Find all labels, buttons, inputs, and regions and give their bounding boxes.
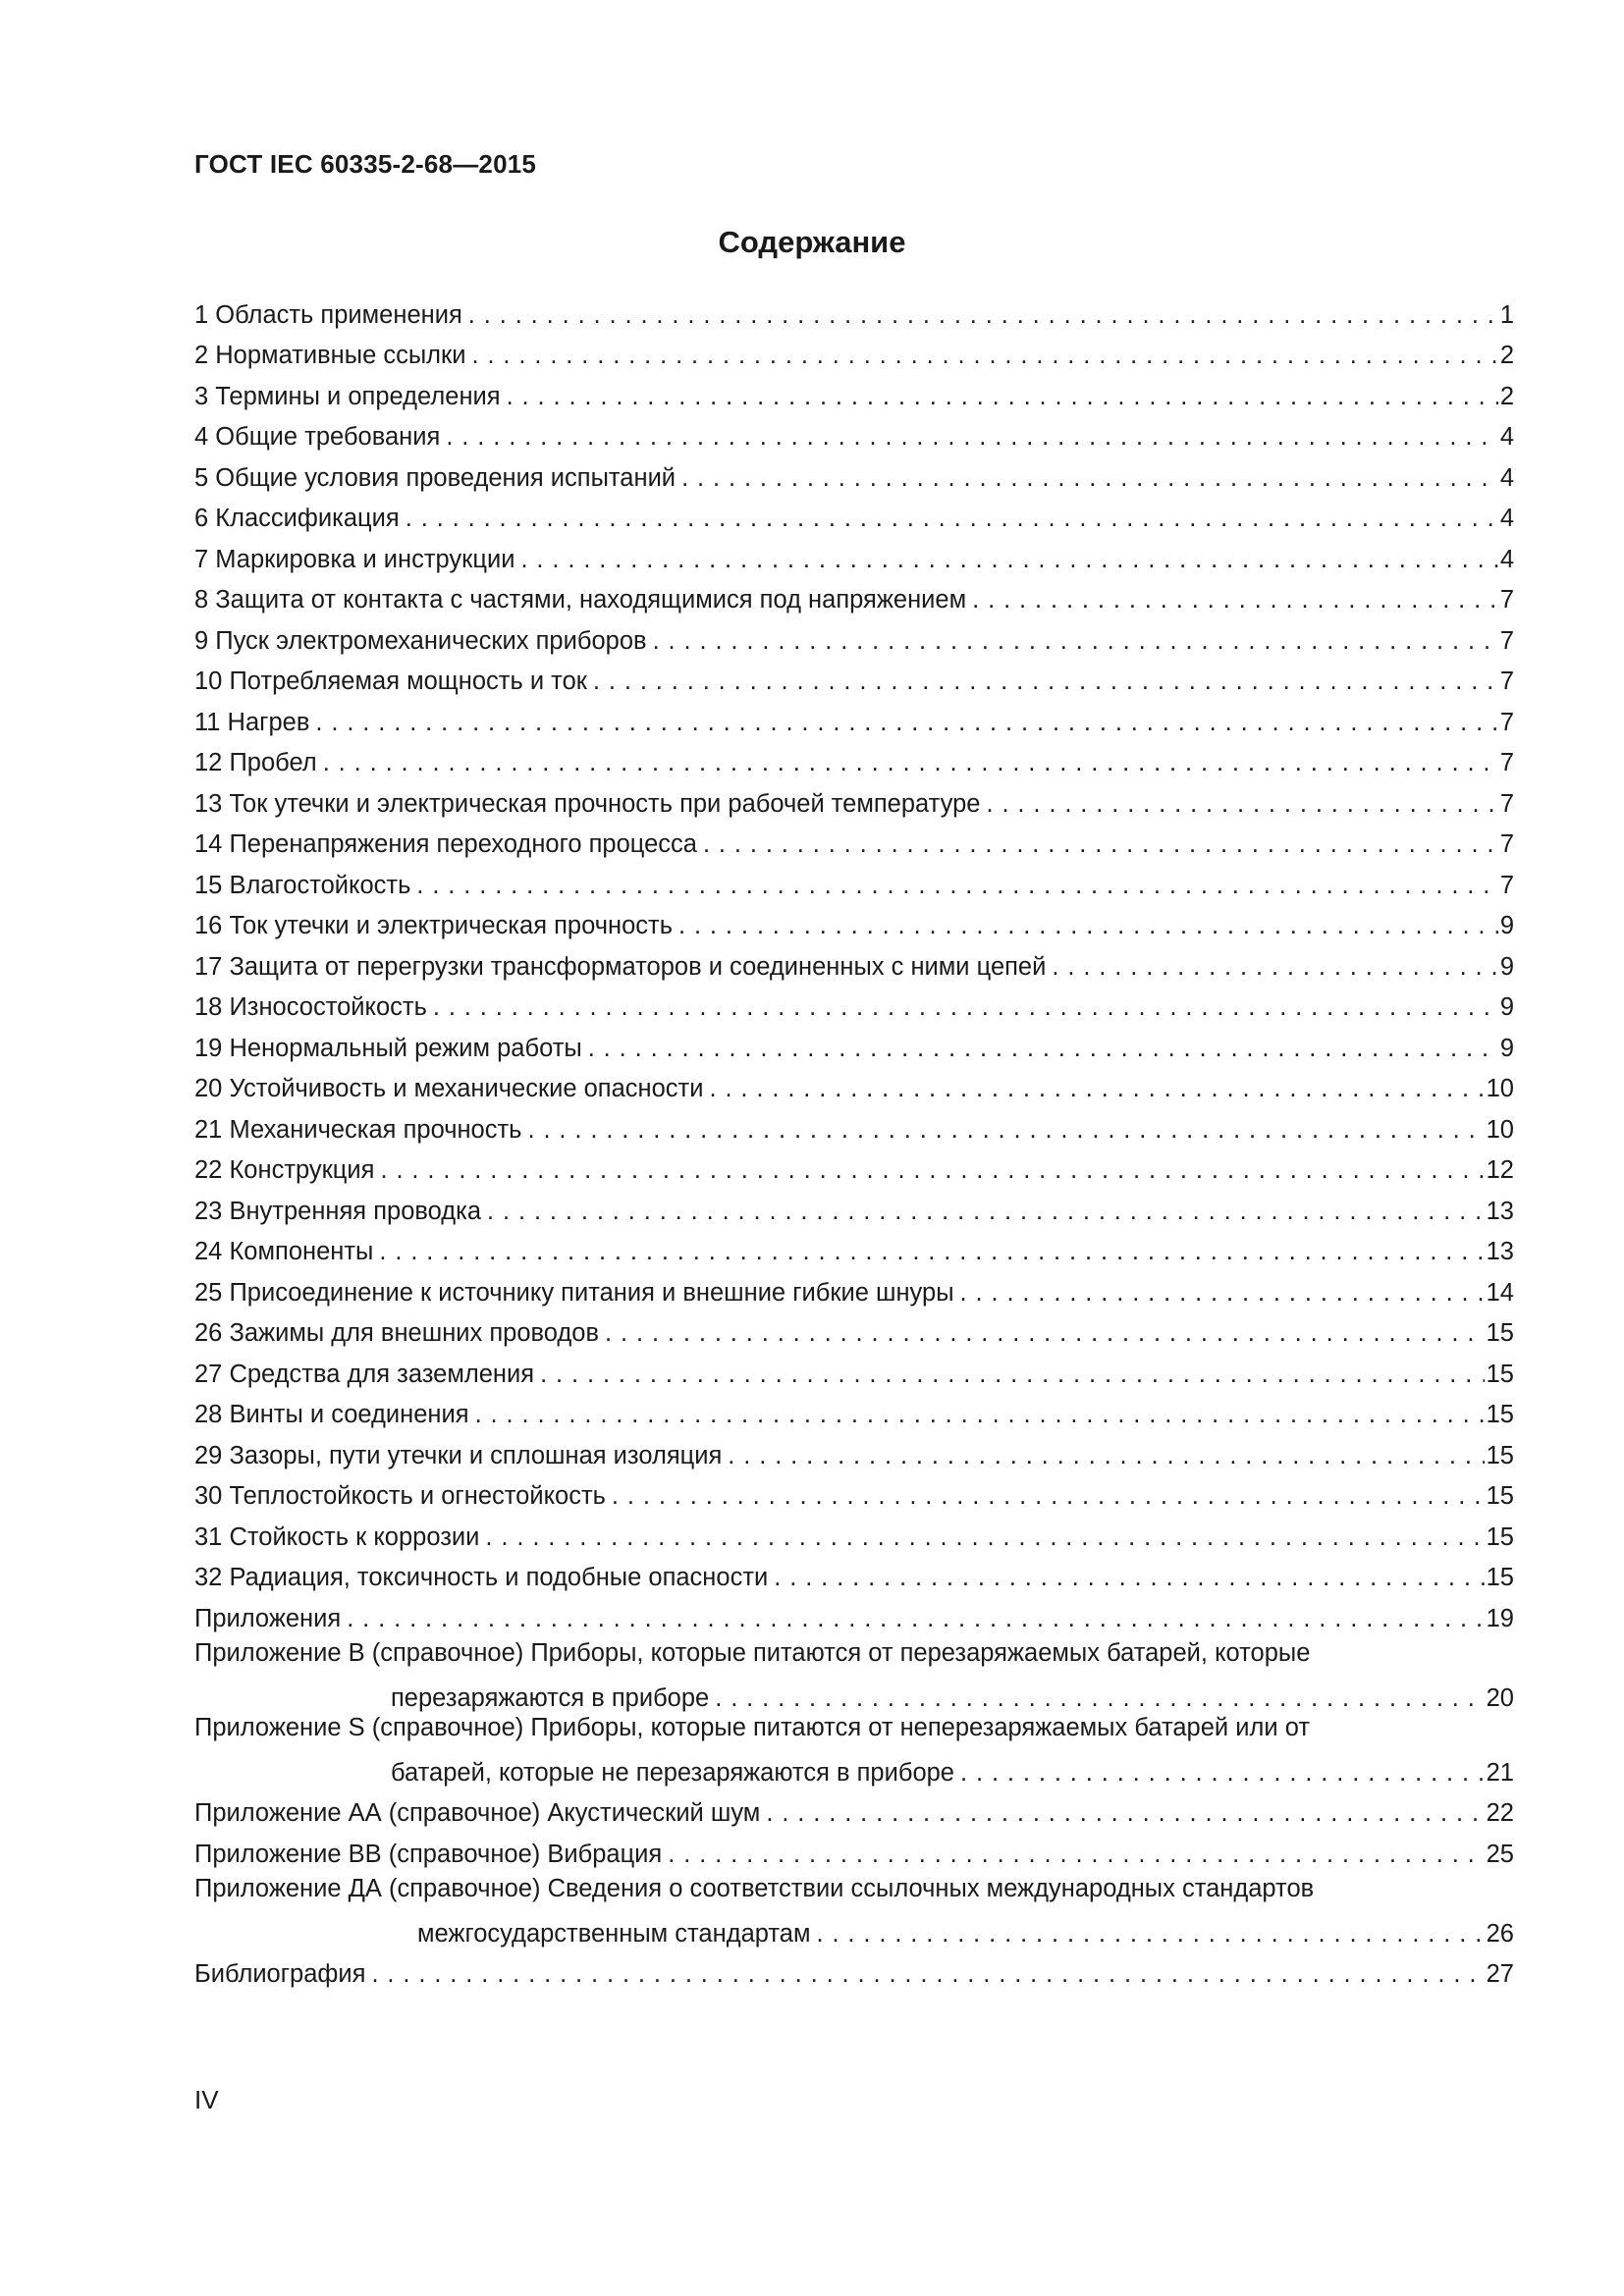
- toc-entry-page: 15: [1486, 1441, 1514, 1469]
- toc-entry-page: 27: [1486, 1960, 1514, 1988]
- toc-annex-entry[interactable]: [194, 1828, 1514, 1869]
- dot-leader: [709, 1683, 1484, 1713]
- toc-entry-page: 14: [1486, 1278, 1514, 1307]
- toc-entry[interactable]: [194, 737, 1514, 778]
- toc-entry[interactable]: [194, 1266, 1514, 1308]
- toc-entry-page: 4: [1499, 545, 1514, 573]
- toc-entry-label: Приложение ВВ (справочное) Вибрация: [194, 1840, 663, 1868]
- toc-entry-label: 24 Компоненты: [194, 1238, 374, 1265]
- dot-leader: [374, 1155, 1484, 1185]
- toc-entry-label: 1 Область применения: [194, 300, 462, 329]
- toc-entry-label: 31 Стойкость к коррозии: [194, 1522, 480, 1551]
- toc-entry-label: Приложение S (справочное) Приборы, которые питаются от неперезаряжаемых батарей или от: [194, 1713, 1311, 1741]
- dot-leader: [760, 1798, 1484, 1828]
- toc-entry-label: 17 Защита от перегрузки трансформаторов и соединенных с ними цепей: [194, 952, 1047, 981]
- toc-entry-label: Приложения: [194, 1604, 342, 1632]
- toc-entry-label-continuation: перезаряжаются в приборе: [391, 1683, 710, 1712]
- toc-entry-page: 7: [1499, 789, 1514, 818]
- dot-leader: [722, 1441, 1484, 1470]
- toc-entry-label: 16 Ток утечки и электрическая прочность: [194, 912, 673, 939]
- toc-entry-label: 5 Общие условия проведения испытаний: [194, 463, 677, 492]
- toc-entry-label: 11 Нагрев: [194, 708, 310, 736]
- toc-entry[interactable]: [194, 1226, 1514, 1267]
- dot-leader: [462, 300, 1498, 330]
- toc-entry-label: 13 Ток утечки и электрическая прочность при рабочей температуре: [194, 789, 981, 818]
- toc-entry-page: 7: [1499, 708, 1514, 736]
- toc-entry-page: 19: [1486, 1604, 1514, 1632]
- toc-entry[interactable]: [194, 1592, 1514, 1633]
- toc-entry[interactable]: [194, 452, 1514, 493]
- toc-entry-label: Библиография: [194, 1960, 366, 1988]
- toc-entry-page: 20: [1486, 1683, 1514, 1712]
- toc-entry-page: 2: [1499, 382, 1514, 410]
- toc-entry-page: 4: [1499, 463, 1514, 492]
- toc-entry-label: 19 Ненормальный режим работы: [194, 1034, 582, 1062]
- toc-entry-bibliography[interactable]: [194, 1949, 1514, 1990]
- dot-leader: [317, 748, 1498, 777]
- toc-entry[interactable]: [194, 533, 1514, 574]
- toc-entry-page: 7: [1499, 871, 1514, 899]
- toc-entry-label: 7 Маркировка и инструкции: [194, 545, 515, 573]
- dot-leader: [980, 789, 1497, 819]
- toc-entry[interactable]: [194, 900, 1514, 941]
- dot-leader: [1046, 952, 1497, 982]
- toc-entry-page: 25: [1486, 1840, 1514, 1868]
- dot-leader: [966, 585, 1498, 614]
- dot-leader: [768, 1563, 1484, 1592]
- toc-entry[interactable]: [194, 574, 1514, 615]
- dot-leader: [606, 1481, 1485, 1511]
- toc-entry[interactable]: [194, 1185, 1514, 1226]
- toc-entry-page: 13: [1486, 1197, 1514, 1225]
- table-of-contents: [194, 289, 1514, 1989]
- standard-designation: ГОСТ IEC 60335-2-68—2015: [194, 149, 537, 179]
- toc-entry-page: 15: [1486, 1360, 1514, 1388]
- toc-entry-page: 9: [1499, 1034, 1514, 1062]
- toc-entry-page: 15: [1486, 1522, 1514, 1551]
- toc-entry[interactable]: [194, 330, 1514, 371]
- toc-entry-label: Приложение ДА (справочное) Сведения о соответствии ссылочных международных стандартов: [194, 1874, 1315, 1902]
- toc-entry-label: 2 Нормативные ссылки: [194, 342, 466, 369]
- toc-entry[interactable]: [194, 1470, 1514, 1512]
- toc-entry-page: 2: [1499, 342, 1514, 369]
- toc-entry-label: 8 Защита от контакта с частями, находящимися под напряжением: [194, 586, 967, 614]
- toc-entry-label: 27 Средства для заземления: [194, 1360, 535, 1388]
- toc-entry[interactable]: [194, 1308, 1514, 1349]
- toc-entry-label: Приложение АА (справочное) Акустический шум: [194, 1799, 761, 1827]
- dot-leader: [647, 626, 1498, 656]
- dot-leader: [410, 871, 1497, 900]
- toc-entry[interactable]: [194, 1103, 1514, 1145]
- dot-leader: [521, 1115, 1484, 1145]
- toc-entry-label-continuation: батарей, которые не перезаряжаются в приборе: [391, 1758, 954, 1787]
- toc-entry[interactable]: [194, 614, 1514, 656]
- toc-annex-entry[interactable]: [194, 1874, 1514, 1949]
- dot-leader: [365, 1959, 1484, 1989]
- dot-leader: [427, 992, 1498, 1022]
- toc-entry-label: 26 Зажимы для внешних проводов: [194, 1319, 600, 1347]
- toc-entry-page: 15: [1486, 1564, 1514, 1591]
- dot-leader: [469, 1400, 1485, 1429]
- toc-annex-entry[interactable]: [194, 1713, 1514, 1788]
- toc-entry-label: 32 Радиация, токсичность и подобные опасности: [194, 1564, 769, 1591]
- dot-leader: [954, 1278, 1485, 1308]
- toc-entry-page: 7: [1499, 667, 1514, 695]
- toc-entry[interactable]: [194, 656, 1514, 697]
- dot-leader: [440, 422, 1497, 452]
- toc-entry-label: 9 Пуск электромеханических приборов: [194, 626, 647, 655]
- dot-leader: [599, 1318, 1485, 1348]
- toc-entry-page: 7: [1499, 586, 1514, 614]
- toc-entry[interactable]: [194, 940, 1514, 982]
- dot-leader: [703, 1074, 1484, 1103]
- toc-entry-label: 29 Зазоры, пути утечки и сплошная изоляция: [194, 1441, 723, 1469]
- dot-leader: [954, 1758, 1485, 1788]
- toc-entry[interactable]: [194, 1552, 1514, 1593]
- toc-entry-label: 6 Классификация: [194, 505, 400, 532]
- dot-leader: [465, 341, 1497, 370]
- toc-entry-label-continuation: межгосударственным стандартам: [417, 1919, 811, 1948]
- toc-entry-page: 4: [1499, 505, 1514, 532]
- toc-entry[interactable]: [194, 1511, 1514, 1552]
- toc-entry-page: 10: [1486, 1115, 1514, 1144]
- toc-entry[interactable]: [194, 819, 1514, 860]
- toc-entry[interactable]: [194, 411, 1514, 453]
- toc-entry-label: 18 Износостойкость: [194, 993, 427, 1021]
- toc-entry-page: 9: [1499, 952, 1514, 981]
- dot-leader: [676, 463, 1498, 493]
- toc-entry[interactable]: [194, 370, 1514, 411]
- toc-entry-label: 28 Винты и соединения: [194, 1401, 469, 1428]
- dot-leader: [582, 1034, 1498, 1063]
- dot-leader: [373, 1237, 1484, 1266]
- dot-leader: [810, 1919, 1484, 1949]
- toc-entry-page: 22: [1486, 1799, 1514, 1827]
- toc-entry-label: 10 Потребляемая мощность и ток: [194, 667, 587, 695]
- page-number: IV: [194, 2085, 219, 2114]
- toc-entry-page: 1: [1499, 300, 1514, 329]
- toc-entry[interactable]: [194, 859, 1514, 900]
- dot-leader: [697, 829, 1498, 859]
- toc-entry-page: 15: [1486, 1401, 1514, 1428]
- dot-leader: [479, 1522, 1484, 1552]
- toc-entry[interactable]: [194, 1145, 1514, 1186]
- toc-entry-label: 4 Общие требования: [194, 423, 441, 451]
- toc-entry-page: 13: [1486, 1238, 1514, 1265]
- toc-title: Содержание: [718, 225, 906, 259]
- toc-entry[interactable]: [194, 1063, 1514, 1104]
- toc-entry[interactable]: [194, 696, 1514, 737]
- toc-entry-label: 22 Конструкция: [194, 1156, 375, 1184]
- dot-leader: [534, 1360, 1485, 1389]
- toc-entry[interactable]: [194, 1022, 1514, 1063]
- toc-entry-label: 21 Механическая прочность: [194, 1115, 522, 1144]
- dot-leader: [400, 504, 1498, 533]
- toc-entry-page: 9: [1499, 993, 1514, 1021]
- dot-leader: [662, 1840, 1484, 1869]
- toc-entry-page: 7: [1499, 749, 1514, 776]
- toc-entry[interactable]: [194, 982, 1514, 1023]
- toc-entry-label: 30 Теплостойкость и огнестойкость: [194, 1482, 606, 1510]
- dot-leader: [514, 545, 1497, 574]
- dot-leader: [341, 1604, 1484, 1633]
- toc-entry[interactable]: [194, 1348, 1514, 1389]
- toc-entry-page: 7: [1499, 626, 1514, 655]
- toc-entry-label: 14 Перенапряжения переходного процесса: [194, 830, 697, 858]
- dot-leader: [501, 382, 1498, 411]
- toc-entry-page: 10: [1486, 1075, 1514, 1102]
- toc-entry-page: 12: [1486, 1156, 1514, 1184]
- toc-annex-entry[interactable]: [194, 1788, 1514, 1829]
- toc-annex-entry[interactable]: [194, 1638, 1514, 1713]
- toc-entry-label: 12 Пробел: [194, 749, 317, 776]
- toc-entry-page: 15: [1486, 1319, 1514, 1347]
- toc-entry[interactable]: [194, 777, 1514, 819]
- toc-entry[interactable]: [194, 1389, 1514, 1430]
- toc-entry-page: 21: [1486, 1758, 1514, 1787]
- toc-entry-label: 15 Влагостойкость: [194, 871, 411, 899]
- toc-entry[interactable]: [194, 493, 1514, 534]
- toc-entry-label: 25 Присоединение к источнику питания и внешние гибкие шнуры: [194, 1278, 954, 1307]
- toc-entry-label: Приложение В (справочное) Приборы, которые питаются от перезаряжаемых батарей, которые: [194, 1638, 1311, 1667]
- toc-entry-page: 4: [1499, 423, 1514, 451]
- toc-entry-label: 20 Устойчивость и механические опасности: [194, 1075, 704, 1102]
- toc-entry[interactable]: [194, 289, 1514, 330]
- toc-entry-page: 7: [1499, 830, 1514, 858]
- toc-entry-label: 23 Внутренняя проводка: [194, 1197, 482, 1225]
- toc-entry-page: 15: [1486, 1482, 1514, 1510]
- dot-leader: [309, 708, 1497, 737]
- toc-entry-page: 9: [1499, 912, 1514, 939]
- dot-leader: [481, 1197, 1485, 1226]
- toc-entry-page: 26: [1486, 1919, 1514, 1948]
- toc-entry[interactable]: [194, 1429, 1514, 1470]
- dot-leader: [673, 911, 1498, 940]
- dot-leader: [587, 667, 1498, 696]
- toc-entry-label: 3 Термины и определения: [194, 382, 501, 410]
